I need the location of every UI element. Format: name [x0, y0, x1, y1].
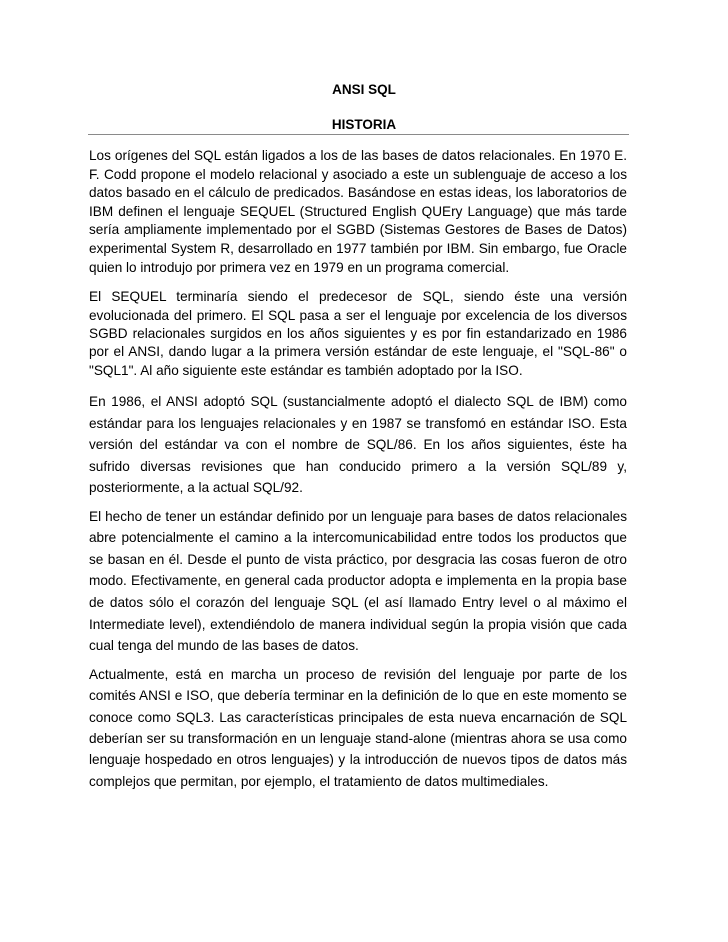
paragraph-origins: Los orígenes del SQL están ligados a los de las bases de datos relacionales. En 1970 E. F. Codd propone el modelo relacional y asociado a este un sublenguaje de acceso a los datos basado en el cálculo de predicados. Basándose en estas ideas, los laboratorios de IBM definen el lenguaje SEQUEL (Structured English QUEry Language) que más tarde sería ampliamente implementado por el SGBD (Sistemas Gestores de Bases de Datos) experimental System R, desarrollado en 1977 también por IBM. Sin embargo, fue Oracle quien lo introdujo por primera vez en 1979 en un programa comercial.: [89, 148, 627, 275]
section-heading: HISTORIA: [331, 117, 397, 132]
paragraph-standard: El hecho de tener un estándar definido por un lenguaje para bases de datos relacionales abre potencialmente el camino a la intercomunicabilidad entre todos los productos que se basan en él. Desde el punto de vista práctico, por desgracia las cosas fueron de otro modo. Efectivamente, en general cada productor adopta e implementa en la propia base de datos sólo el corazón del lenguaje SQL (el así llamado Entry level o al máximo el Intermediate level), extendiéndolo de manera individual según la propia visión que cada cual tenga del mundo de las bases de datos.: [89, 508, 627, 654]
heading-divider: [88, 134, 629, 135]
paragraph-sql3: Actualmente, está en marcha un proceso de revisión del lenguaje por parte de los comités ANSI e ISO, que debería terminar en la definición de lo que en este momento se conoce como SQL3. Las características principales de esta nueva encarnación de SQL deberían ser su transformación en un lenguaje stand-alone (mientras ahora se usa como lenguaje hospedado en otros lenguajes) y la introducción de nuevos tipos de datos más complejos que permitan, por ejemplo, el tratamiento de datos multimediales.: [89, 666, 627, 789]
document-title: ANSI SQL: [332, 82, 396, 97]
document-body: [89, 147, 627, 792]
paragraph-ansi-1986: En 1986, el ANSI adoptó SQL (sustancialmente adoptó el dialecto SQL de IBM) como estándar para los lenguajes relacionales y en 1987 se transfomó en estándar ISO. Esta versión del estándar va con el nombre de SQL/86. En los años siguientes, éste ha sufrido diversas revisiones que han conducido primero a la versión SQL/89 y, posteriormente, a la actual SQL/92.: [89, 394, 627, 496]
paragraph-sequel: El SEQUEL terminaría siendo el predecesor de SQL, siendo éste una versión evolucionada del primero. El SQL pasa a ser el lenguaje por excelencia de los diversos SGBD relacionales surgidos en los años siguientes y es por fin estandarizado en 1986 por el ANSI, dando lugar a la primera versión estándar de este lenguaje, el "SQL-86" o "SQL1". Al año siguiente este estándar es también adoptado por la ISO.: [89, 289, 627, 378]
